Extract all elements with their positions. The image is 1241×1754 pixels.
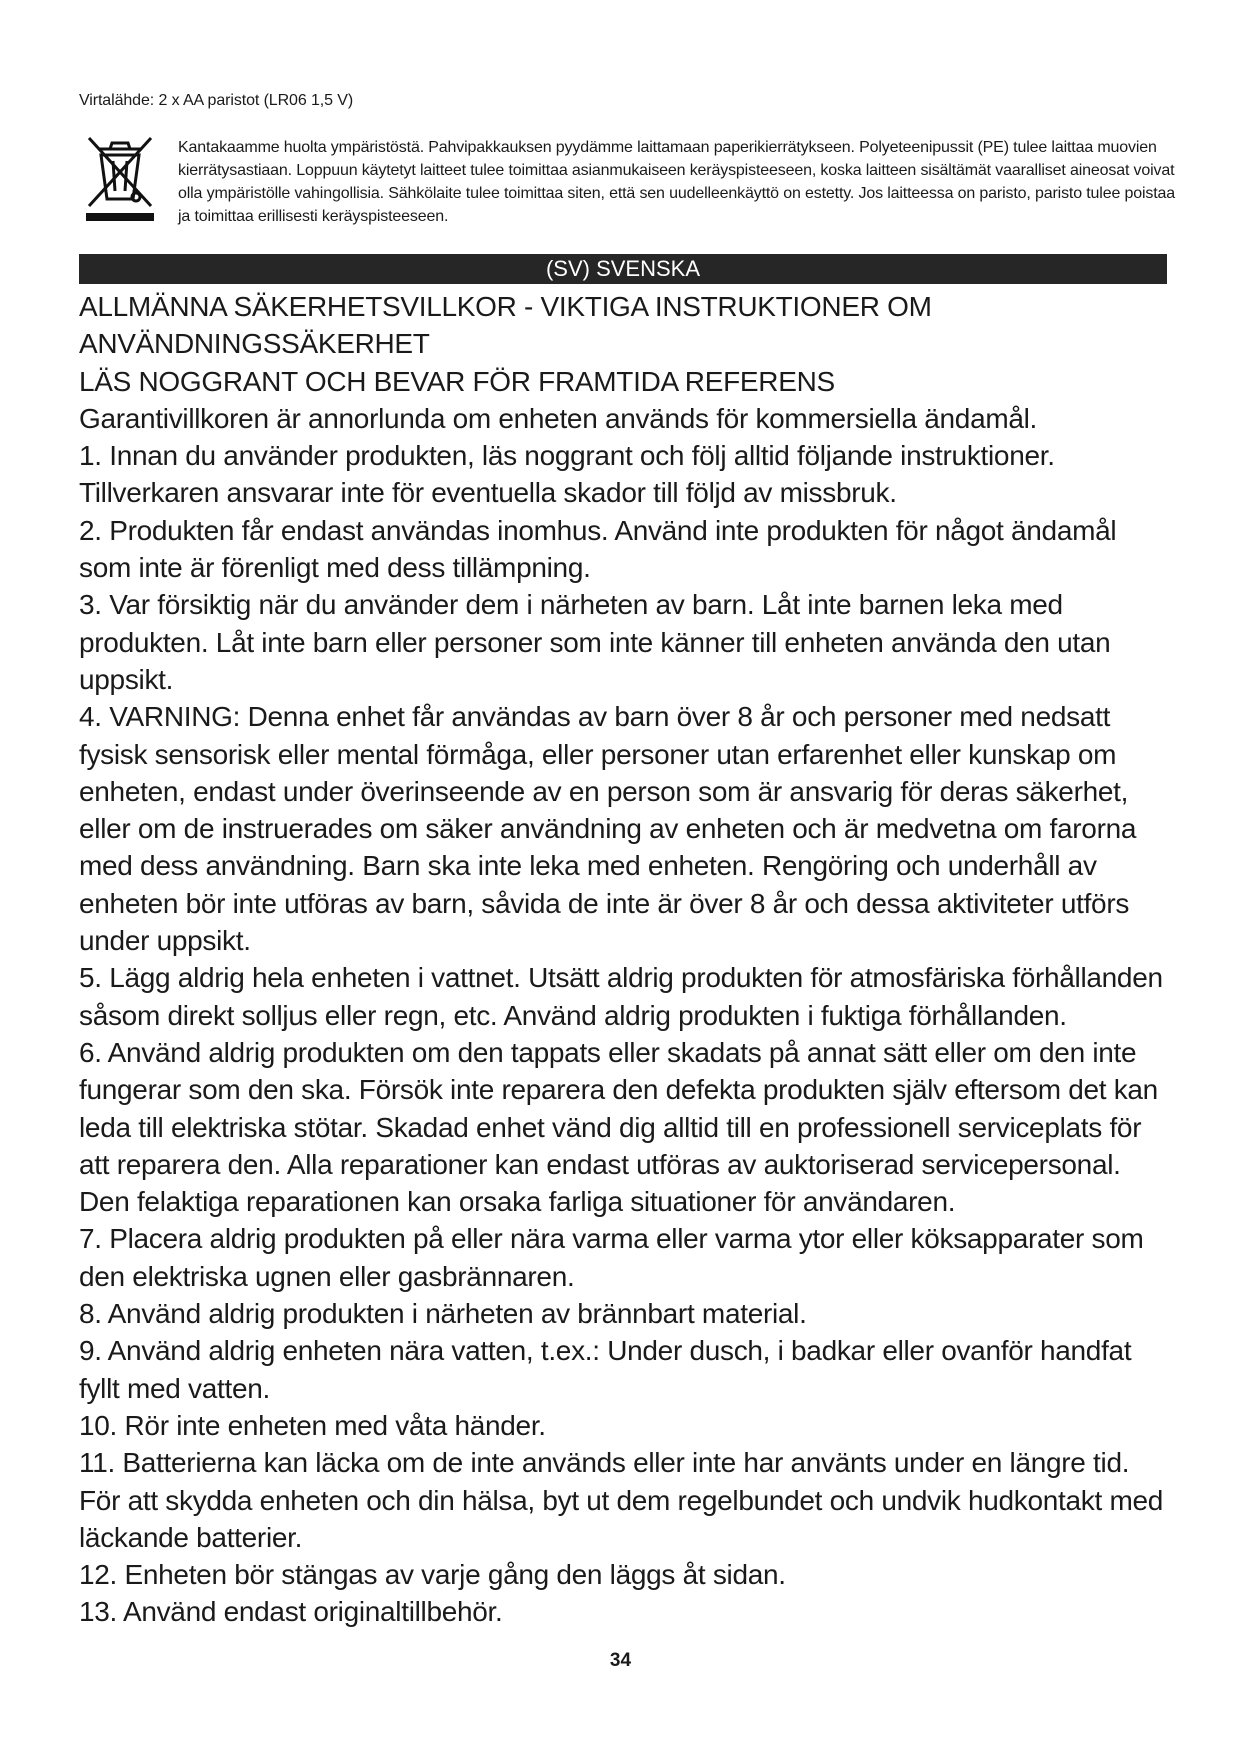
instruction-item: 8. Använd aldrig produkten i närheten av brännbart material. bbox=[79, 1298, 807, 1330]
instruction-item: 1. Innan du använder produkten, läs noggrant och följ alltid följande instruktioner. Tillverkaren ansvarar inte för eventuella skador till följd av missbruk. bbox=[79, 440, 1055, 509]
instruction-item: 4. VARNING: Denna enhet får användas av barn över 8 år och personer med nedsatt fysisk sensorisk eller mental förmåga, eller personer utan erfarenhet eller kunskap om enheten, endast under överinseende av en person som är ansvarig för deras säkerhet, eller om de instruerades om säker användning av enheten och är medvetna om farorna med dess användning. Barn ska inte leka med enheten. Rengöring och underhåll av enheten bör inte utföras av barn, såvida de inte är över 8 år och dessa aktiviteter utförs under uppsikt. bbox=[79, 701, 1137, 957]
page-number: 34 bbox=[609, 1650, 632, 1671]
sub-heading: LÄS NOGGRANT OCH BEVAR FÖR FRAMTIDA REFERENS bbox=[79, 365, 835, 397]
finnish-recycling-notice bbox=[178, 136, 1178, 228]
instruction-item: 5. Lägg aldrig hela enheten i vattnet. Utsätt aldrig produkten för atmosfäriska förhållanden såsom direkt solljus eller regn, etc. Använd aldrig produkten i fuktiga förhållanden. bbox=[79, 962, 1163, 1031]
instruction-item: 6. Använd aldrig produkten om den tappats eller skadats på annat sätt eller om den inte fungerar som den ska. Försök inte reparera den defekta produkten själv eftersom det kan leda till elektriska stötar. Skadad enhet vänd dig alltid till en professionell serviceplats för att reparera den. Alla reparationer kan endast utföras av auktoriserad servicepersonal. Den felaktiga reparationen kan orsaka farliga situationer för användaren. bbox=[79, 1036, 1158, 1218]
warranty-note: Garantivillkoren är annorlunda om enheten används för kommersiella ändamål. bbox=[79, 402, 1038, 434]
instruction-item: 12. Enheten bör stängas av varje gång den läggs åt sidan. bbox=[79, 1559, 786, 1591]
power-supply-line: Virtalähde: 2 x AA paristot (LR06 1,5 V) bbox=[79, 92, 354, 109]
language-header-bar: (SV) SVENSKA bbox=[79, 254, 1167, 284]
finnish-recycling-text: Kantakaamme huolta ympäristöstä. Pahvipakkauksen pyydämme laittamaan paperikierrätykseen. Polyeteenipussit (PE) tulee laittaa muovien kierrätysastiaan. Loppuun käytetyt laitteet tulee toimittaa asianmukaiseen keräyspisteeseen, koska laitteen sisältämät vaaralliset aineosat voivat olla ympäristölle vahingollisia. Sähkölaite tulee toimittaa siten, että sen uudelleenkäyttö on estetty. Jos laitteessa on paristo, paristo tulee poistaa ja toimittaa erillisesti keräyspisteeseen. bbox=[178, 139, 1176, 225]
instruction-item: 10. Rör inte enheten med våta händer. bbox=[79, 1409, 546, 1441]
instruction-item: 3. Var försiktig när du använder dem i närheten av barn. Låt inte barnen leka med produkten. Låt inte barn eller personer som inte känner till enheten använda den utan uppsikt. bbox=[79, 589, 1111, 695]
instruction-item: 2. Produkten får endast användas inomhus. Använd inte produkten för något ändamål som inte är förenligt med dess tillämpning. bbox=[79, 514, 1117, 584]
crossed-out-wheelie-bin-icon bbox=[84, 133, 156, 225]
instruction-item: 11. Batterierna kan läcka om de inte används eller inte har använts under en längre tid. För att skydda enheten och din hälsa, byt ut dem regelbundet och undvik hudkontakt med läckande batterier. bbox=[79, 1447, 1164, 1553]
safety-instructions bbox=[79, 288, 1174, 1631]
main-heading: ALLMÄNNA SÄKERHETSVILLKOR - VIKTIGA INSTRUKTIONER OM ANVÄNDNINGSSÄKERHET bbox=[79, 291, 932, 360]
instruction-item: 9. Använd aldrig enheten nära vatten, t.ex.: Under dusch, i badkar eller ovanför handfat fyllt med vatten. bbox=[79, 1335, 1132, 1404]
instruction-item: 7. Placera aldrig produkten på eller nära varma eller varma ytor eller köksapparater som den elektriska ugnen eller gasbrännaren. bbox=[79, 1223, 1144, 1292]
instruction-item: 13. Använd endast originaltillbehör. bbox=[79, 1596, 503, 1628]
